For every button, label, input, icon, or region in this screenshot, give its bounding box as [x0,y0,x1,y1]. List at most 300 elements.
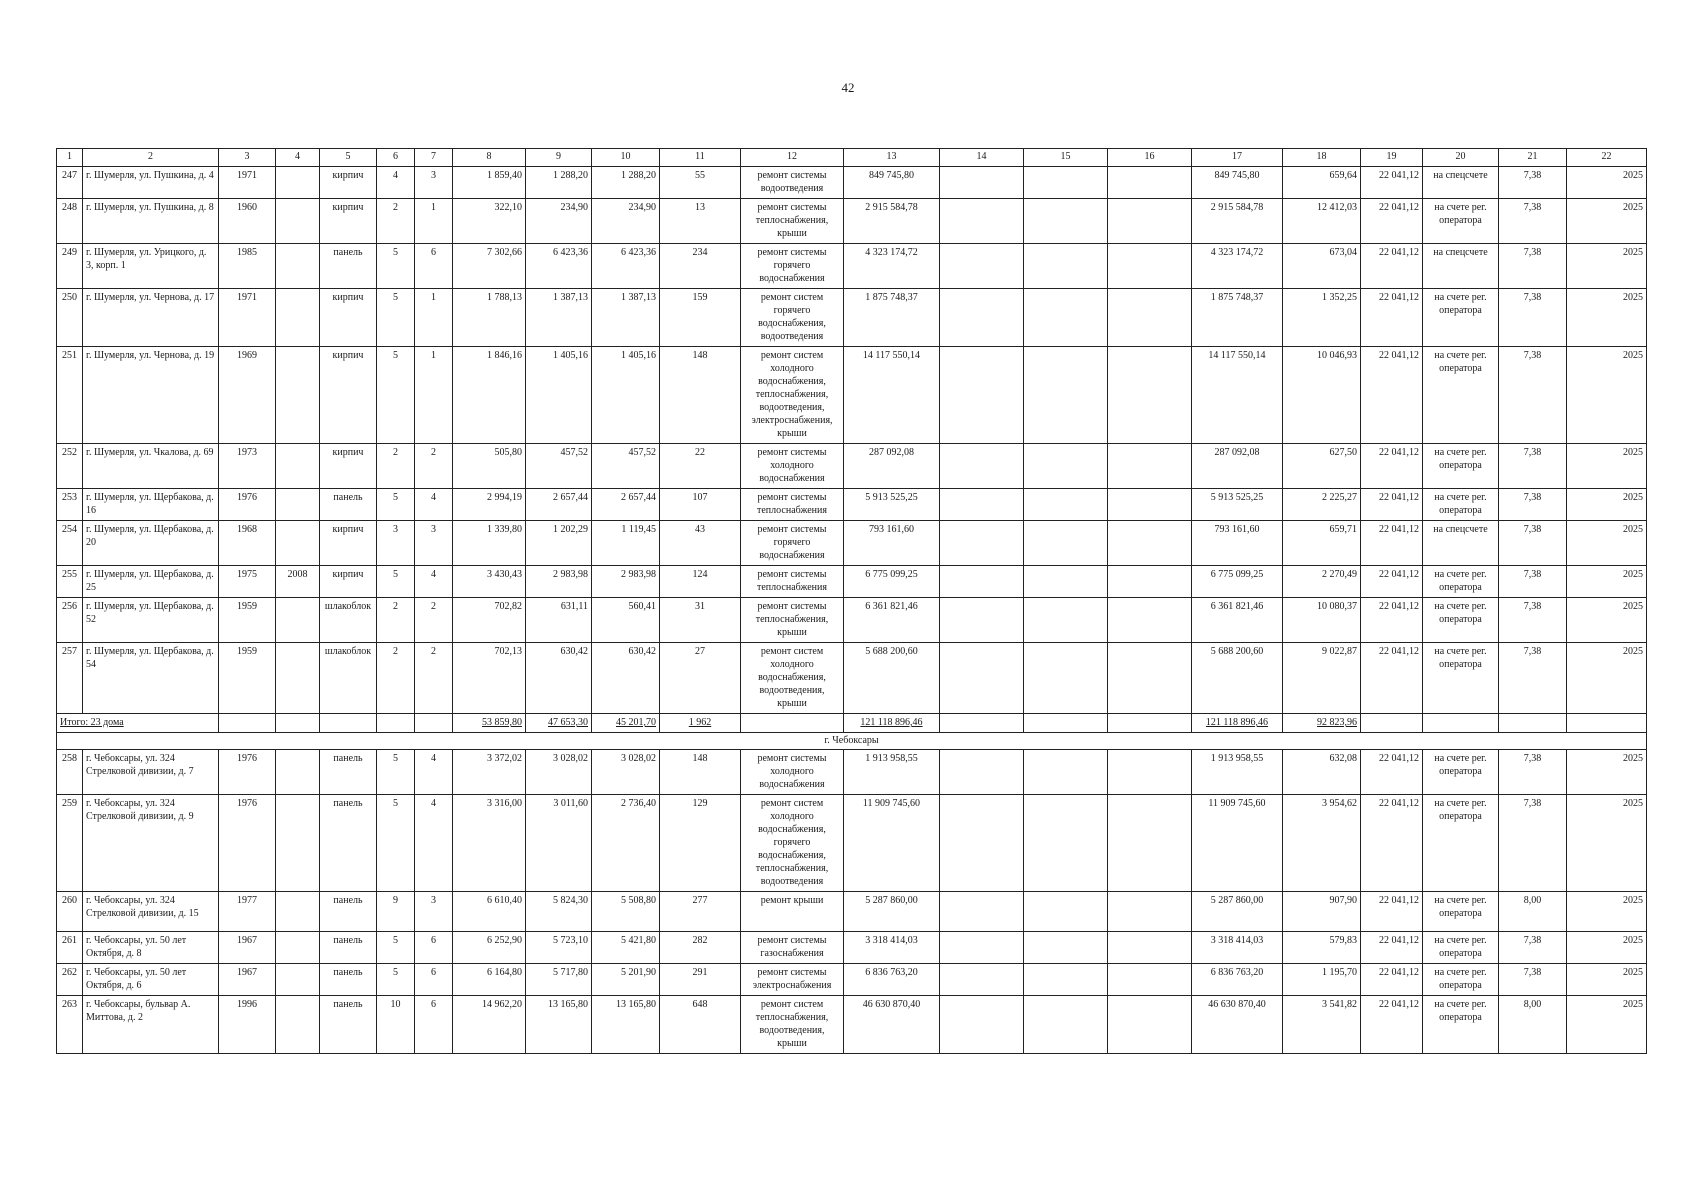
completion-year-cell: 2025 [1567,199,1647,244]
total-area-cell: 6 252,90 [453,932,526,964]
max-unit-cost-cell: 22 041,12 [1361,643,1423,714]
column-number-header: 18 [1283,149,1361,167]
row-number: 260 [57,892,83,932]
cost-col16-cell [1108,964,1192,996]
fund-account-cell: на счете рег. оператора [1423,892,1499,932]
total-empty-cell [1361,714,1423,733]
year-renovated-cell [276,795,320,892]
cost-col14-cell [940,566,1024,598]
row-number: 254 [57,521,83,566]
row-number: 255 [57,566,83,598]
residential-area-cell: 1 119,45 [592,521,660,566]
entrances-cell: 1 [415,347,453,444]
entrances-cell: 4 [415,566,453,598]
year-built-cell: 1969 [219,347,276,444]
cost-col15-cell [1024,566,1108,598]
contribution-rate-cell: 7,38 [1499,795,1567,892]
contribution-rate-cell: 7,38 [1499,289,1567,347]
fund-account-cell: на счете рег. оператора [1423,996,1499,1054]
total-unit-sum: 92 823,96 [1283,714,1361,733]
cost-total-cell: 793 161,60 [844,521,940,566]
owners-funds-cell: 2 915 584,78 [1192,199,1283,244]
owners-funds-cell: 287 092,08 [1192,444,1283,489]
max-unit-cost-cell: 22 041,12 [1361,566,1423,598]
address-cell: г. Шумерля, ул. Щербакова, д. 54 [83,643,219,714]
wall-material-cell: шлакоблок [320,643,377,714]
year-renovated-cell [276,643,320,714]
cost-col16-cell [1108,289,1192,347]
unit-cost-cell: 907,90 [1283,892,1361,932]
residential-area-cell: 5 201,90 [592,964,660,996]
year-renovated-cell [276,932,320,964]
address-cell: г. Шумерля, ул. Щербакова, д. 52 [83,598,219,643]
cost-total-cell: 6 775 099,25 [844,566,940,598]
total-area-cell: 6 164,80 [453,964,526,996]
residents-cell: 22 [660,444,741,489]
floors-cell: 2 [377,444,415,489]
column-number-header: 10 [592,149,660,167]
column-number-header: 20 [1423,149,1499,167]
residents-cell: 648 [660,996,741,1054]
fund-account-cell: на счете рег. оператора [1423,489,1499,521]
address-cell: г. Шумерля, ул. Щербакова, д. 25 [83,566,219,598]
column-number-header: 5 [320,149,377,167]
residential-area-cell: 234,90 [592,199,660,244]
max-unit-cost-cell: 22 041,12 [1361,598,1423,643]
column-number-header: 22 [1567,149,1647,167]
contribution-rate-cell: 7,38 [1499,444,1567,489]
work-type-cell: ремонт системы теплоснабжения, крыши [741,199,844,244]
residents-cell: 107 [660,489,741,521]
max-unit-cost-cell: 22 041,12 [1361,199,1423,244]
column-number-header: 19 [1361,149,1423,167]
work-type-cell: ремонт системы горячего водоснабжения [741,521,844,566]
total-area-cell: 14 962,20 [453,996,526,1054]
year-renovated-cell [276,489,320,521]
cost-col16-cell [1108,750,1192,795]
column-number-header: 6 [377,149,415,167]
column-number-header: 15 [1024,149,1108,167]
work-type-cell: ремонт систем теплоснабжения, водоотведения, крыши [741,996,844,1054]
cost-total-cell: 4 323 174,72 [844,244,940,289]
total-empty-cell [1499,714,1567,733]
table-row [57,795,1647,892]
residential-area-cell: 2 657,44 [592,489,660,521]
work-type-cell: ремонт систем холодного водоснабжения, теплоснабжения, водоотведения, электроснабжения, крыши [741,347,844,444]
owners-funds-cell: 849 745,80 [1192,167,1283,199]
wall-material-cell: панель [320,932,377,964]
wall-material-cell: панель [320,489,377,521]
cost-col14-cell [940,932,1024,964]
cost-col15-cell [1024,444,1108,489]
completion-year-cell: 2025 [1567,444,1647,489]
column-number-header: 4 [276,149,320,167]
residential-area-cell: 1 288,20 [592,167,660,199]
max-unit-cost-cell: 22 041,12 [1361,932,1423,964]
entrances-cell: 6 [415,996,453,1054]
contribution-rate-cell: 7,38 [1499,750,1567,795]
premises-area-cell: 2 657,44 [526,489,592,521]
fund-account-cell: на счете рег. оператора [1423,932,1499,964]
total-area-cell: 702,82 [453,598,526,643]
address-cell: г. Чебоксары, ул. 50 лет Октября, д. 8 [83,932,219,964]
year-built-cell: 1976 [219,489,276,521]
year-renovated-cell: 2008 [276,566,320,598]
residents-cell: 148 [660,347,741,444]
contribution-rate-cell: 7,38 [1499,643,1567,714]
wall-material-cell: панель [320,964,377,996]
owners-funds-cell: 5 913 525,25 [1192,489,1283,521]
cost-col15-cell [1024,598,1108,643]
total-area-cell: 1 846,16 [453,347,526,444]
cost-col16-cell [1108,566,1192,598]
total-cost-sum: 121 118 896,46 [844,714,940,733]
entrances-cell: 4 [415,795,453,892]
column-number-header: 21 [1499,149,1567,167]
total-area-cell: 3 372,02 [453,750,526,795]
residential-area-cell: 630,42 [592,643,660,714]
floors-cell: 10 [377,996,415,1054]
residents-cell: 124 [660,566,741,598]
completion-year-cell: 2025 [1567,566,1647,598]
max-unit-cost-cell: 22 041,12 [1361,521,1423,566]
fund-account-cell: на счете рег. оператора [1423,643,1499,714]
contribution-rate-cell: 7,38 [1499,167,1567,199]
completion-year-cell: 2025 [1567,932,1647,964]
cost-col16-cell [1108,244,1192,289]
year-built-cell: 1967 [219,932,276,964]
cost-total-cell: 1 913 958,55 [844,750,940,795]
column-number-header: 11 [660,149,741,167]
cost-col16-cell [1108,598,1192,643]
cost-col15-cell [1024,199,1108,244]
residents-cell: 148 [660,750,741,795]
total-empty-cell [741,714,844,733]
floors-cell: 5 [377,964,415,996]
completion-year-cell: 2025 [1567,244,1647,289]
max-unit-cost-cell: 22 041,12 [1361,892,1423,932]
total-empty-cell [219,714,276,733]
year-renovated-cell [276,244,320,289]
total-area-cell: 1 788,13 [453,289,526,347]
entrances-cell: 2 [415,444,453,489]
entrances-cell: 2 [415,598,453,643]
address-cell: г. Шумерля, ул. Урицкого, д. 3, корп. 1 [83,244,219,289]
floors-cell: 5 [377,750,415,795]
total-area-cell: 1 859,40 [453,167,526,199]
address-cell: г. Чебоксары, ул. 50 лет Октября, д. 6 [83,964,219,996]
unit-cost-cell: 10 080,37 [1283,598,1361,643]
cost-col16-cell [1108,795,1192,892]
year-renovated-cell [276,521,320,566]
total-area-cell: 1 339,80 [453,521,526,566]
owners-funds-cell: 6 775 099,25 [1192,566,1283,598]
premises-area-cell: 6 423,36 [526,244,592,289]
table-row [57,643,1647,714]
year-renovated-cell [276,199,320,244]
cost-col16-cell [1108,199,1192,244]
wall-material-cell: панель [320,795,377,892]
fund-account-cell: на счете рег. оператора [1423,444,1499,489]
cost-total-cell: 849 745,80 [844,167,940,199]
residents-cell: 43 [660,521,741,566]
total-empty-cell [276,714,320,733]
table-row [57,444,1647,489]
total-label: Итого: 23 дома [57,714,219,733]
max-unit-cost-cell: 22 041,12 [1361,750,1423,795]
row-number: 247 [57,167,83,199]
cost-col14-cell [940,444,1024,489]
max-unit-cost-cell: 22 041,12 [1361,244,1423,289]
residents-cell: 27 [660,643,741,714]
unit-cost-cell: 3 954,62 [1283,795,1361,892]
table-row [57,244,1647,289]
entrances-cell: 3 [415,521,453,566]
total-empty-cell [1567,714,1647,733]
cost-total-cell: 5 913 525,25 [844,489,940,521]
floors-cell: 5 [377,932,415,964]
entrances-cell: 3 [415,892,453,932]
total-area-cell: 505,80 [453,444,526,489]
premises-area-cell: 234,90 [526,199,592,244]
fund-account-cell: на счете рег. оператора [1423,289,1499,347]
year-renovated-cell [276,444,320,489]
total-area-cell: 2 994,19 [453,489,526,521]
table-row [57,932,1647,964]
fund-account-cell: на счете рег. оператора [1423,566,1499,598]
column-number-header: 13 [844,149,940,167]
cost-col14-cell [940,643,1024,714]
cost-total-cell: 11 909 745,60 [844,795,940,892]
residential-area-cell: 1 387,13 [592,289,660,347]
owners-funds-cell: 5 688 200,60 [1192,643,1283,714]
floors-cell: 5 [377,244,415,289]
wall-material-cell: кирпич [320,521,377,566]
address-cell: г. Чебоксары, ул. 324 Стрелковой дивизии, д. 7 [83,750,219,795]
cost-total-cell: 2 915 584,78 [844,199,940,244]
floors-cell: 5 [377,347,415,444]
max-unit-cost-cell: 22 041,12 [1361,795,1423,892]
completion-year-cell: 2025 [1567,996,1647,1054]
address-cell: г. Чебоксары, ул. 324 Стрелковой дивизии, д. 9 [83,795,219,892]
unit-cost-cell: 9 022,87 [1283,643,1361,714]
work-type-cell: ремонт систем горячего водоснабжения, водоотведения [741,289,844,347]
contribution-rate-cell: 7,38 [1499,199,1567,244]
wall-material-cell: панель [320,892,377,932]
row-number: 263 [57,996,83,1054]
year-built-cell: 1959 [219,598,276,643]
residents-cell: 129 [660,795,741,892]
entrances-cell: 6 [415,244,453,289]
cost-col15-cell [1024,489,1108,521]
work-type-cell: ремонт системы теплоснабжения [741,489,844,521]
table-row [57,199,1647,244]
cost-col16-cell [1108,996,1192,1054]
total-area-cell: 322,10 [453,199,526,244]
work-type-cell: ремонт систем холодного водоснабжения, горячего водоснабжения, теплоснабжения, водоотведения [741,795,844,892]
unit-cost-cell: 673,04 [1283,244,1361,289]
column-number-header: 2 [83,149,219,167]
year-built-cell: 1960 [219,199,276,244]
max-unit-cost-cell: 22 041,12 [1361,444,1423,489]
work-type-cell: ремонт системы горячего водоснабжения [741,244,844,289]
cost-col16-cell [1108,643,1192,714]
address-cell: г. Шумерля, ул. Чкалова, д. 69 [83,444,219,489]
unit-cost-cell: 632,08 [1283,750,1361,795]
cost-col15-cell [1024,795,1108,892]
work-type-cell: ремонт системы холодного водоснабжения [741,444,844,489]
cost-col14-cell [940,521,1024,566]
contribution-rate-cell: 8,00 [1499,996,1567,1054]
max-unit-cost-cell: 22 041,12 [1361,489,1423,521]
address-cell: г. Чебоксары, бульвар А. Миттова, д. 2 [83,996,219,1054]
cost-col15-cell [1024,289,1108,347]
year-renovated-cell [276,892,320,932]
completion-year-cell: 2025 [1567,795,1647,892]
entrances-cell: 2 [415,643,453,714]
wall-material-cell: кирпич [320,444,377,489]
cost-col14-cell [940,996,1024,1054]
residential-area-cell: 5 508,80 [592,892,660,932]
cost-col14-cell [940,167,1024,199]
entrances-cell: 4 [415,489,453,521]
premises-area-cell: 3 011,60 [526,795,592,892]
year-built-cell: 1967 [219,964,276,996]
contribution-rate-cell: 7,38 [1499,598,1567,643]
premises-area-cell: 630,42 [526,643,592,714]
cost-col16-cell [1108,444,1192,489]
column-number-header: 8 [453,149,526,167]
floors-cell: 3 [377,521,415,566]
completion-year-cell: 2025 [1567,964,1647,996]
fund-account-cell: на спецсчете [1423,521,1499,566]
completion-year-cell: 2025 [1567,167,1647,199]
cost-col15-cell [1024,964,1108,996]
fund-account-cell: на счете рег. оператора [1423,347,1499,444]
cost-col14-cell [940,750,1024,795]
cost-col15-cell [1024,167,1108,199]
max-unit-cost-cell: 22 041,12 [1361,289,1423,347]
contribution-rate-cell: 7,38 [1499,244,1567,289]
owners-funds-cell: 4 323 174,72 [1192,244,1283,289]
wall-material-cell: панель [320,750,377,795]
cost-col14-cell [940,489,1024,521]
unit-cost-cell: 627,50 [1283,444,1361,489]
owners-funds-cell: 14 117 550,14 [1192,347,1283,444]
entrances-cell: 6 [415,932,453,964]
year-renovated-cell [276,964,320,996]
table-row [57,489,1647,521]
premises-area-cell: 631,11 [526,598,592,643]
address-cell: г. Шумерля, ул. Чернова, д. 17 [83,289,219,347]
column-number-header: 1 [57,149,83,167]
year-renovated-cell [276,167,320,199]
cost-col15-cell [1024,347,1108,444]
year-renovated-cell [276,289,320,347]
table-row [57,289,1647,347]
column-number-header: 12 [741,149,844,167]
residential-area-cell: 560,41 [592,598,660,643]
cost-col15-cell [1024,932,1108,964]
premises-area-cell: 1 202,29 [526,521,592,566]
premises-area-cell: 2 983,98 [526,566,592,598]
residents-cell: 277 [660,892,741,932]
total-premises-sum: 47 653,30 [526,714,592,733]
residents-cell: 31 [660,598,741,643]
address-cell: г. Шумерля, ул. Чернова, д. 19 [83,347,219,444]
contribution-rate-cell: 7,38 [1499,566,1567,598]
address-cell: г. Шумерля, ул. Щербакова, д. 16 [83,489,219,521]
completion-year-cell: 2025 [1567,489,1647,521]
column-number-header: 3 [219,149,276,167]
unit-cost-cell: 659,71 [1283,521,1361,566]
contribution-rate-cell: 7,38 [1499,489,1567,521]
total-empty-cell [1423,714,1499,733]
premises-area-cell: 3 028,02 [526,750,592,795]
contribution-rate-cell: 8,00 [1499,892,1567,932]
year-renovated-cell [276,347,320,444]
residents-cell: 234 [660,244,741,289]
floors-cell: 9 [377,892,415,932]
residents-cell: 55 [660,167,741,199]
work-type-cell: ремонт системы электроснабжения [741,964,844,996]
contribution-rate-cell: 7,38 [1499,964,1567,996]
cost-total-cell: 287 092,08 [844,444,940,489]
residential-area-cell: 1 405,16 [592,347,660,444]
completion-year-cell: 2025 [1567,643,1647,714]
wall-material-cell: панель [320,244,377,289]
owners-funds-cell: 6 361 821,46 [1192,598,1283,643]
work-type-cell: ремонт систем холодного водоснабжения, водоотведения, крыши [741,643,844,714]
cost-col15-cell [1024,521,1108,566]
cost-col14-cell [940,289,1024,347]
max-unit-cost-cell: 22 041,12 [1361,964,1423,996]
floors-cell: 5 [377,566,415,598]
total-area-cell: 3 316,00 [453,795,526,892]
cost-col15-cell [1024,643,1108,714]
row-number: 248 [57,199,83,244]
unit-cost-cell: 2 270,49 [1283,566,1361,598]
cost-col16-cell [1108,347,1192,444]
owners-funds-cell: 5 287 860,00 [1192,892,1283,932]
wall-material-cell: шлакоблок [320,598,377,643]
wall-material-cell: кирпич [320,347,377,444]
year-built-cell: 1973 [219,444,276,489]
year-built-cell: 1976 [219,795,276,892]
cost-col16-cell [1108,167,1192,199]
premises-area-cell: 1 405,16 [526,347,592,444]
max-unit-cost-cell: 22 041,12 [1361,167,1423,199]
work-type-cell: ремонт системы водоотведения [741,167,844,199]
unit-cost-cell: 659,64 [1283,167,1361,199]
row-number: 258 [57,750,83,795]
floors-cell: 5 [377,289,415,347]
cost-total-cell: 5 287 860,00 [844,892,940,932]
table-row [57,347,1647,444]
floors-cell: 5 [377,489,415,521]
floors-cell: 2 [377,199,415,244]
owners-funds-cell: 6 836 763,20 [1192,964,1283,996]
total-residents-sum: 1 962 [660,714,741,733]
unit-cost-cell: 1 352,25 [1283,289,1361,347]
owners-funds-cell: 46 630 870,40 [1192,996,1283,1054]
address-cell: г. Шумерля, ул. Щербакова, д. 20 [83,521,219,566]
column-number-header: 7 [415,149,453,167]
fund-account-cell: на счете рег. оператора [1423,598,1499,643]
table-row [57,892,1647,932]
owners-funds-cell: 11 909 745,60 [1192,795,1283,892]
unit-cost-cell: 1 195,70 [1283,964,1361,996]
